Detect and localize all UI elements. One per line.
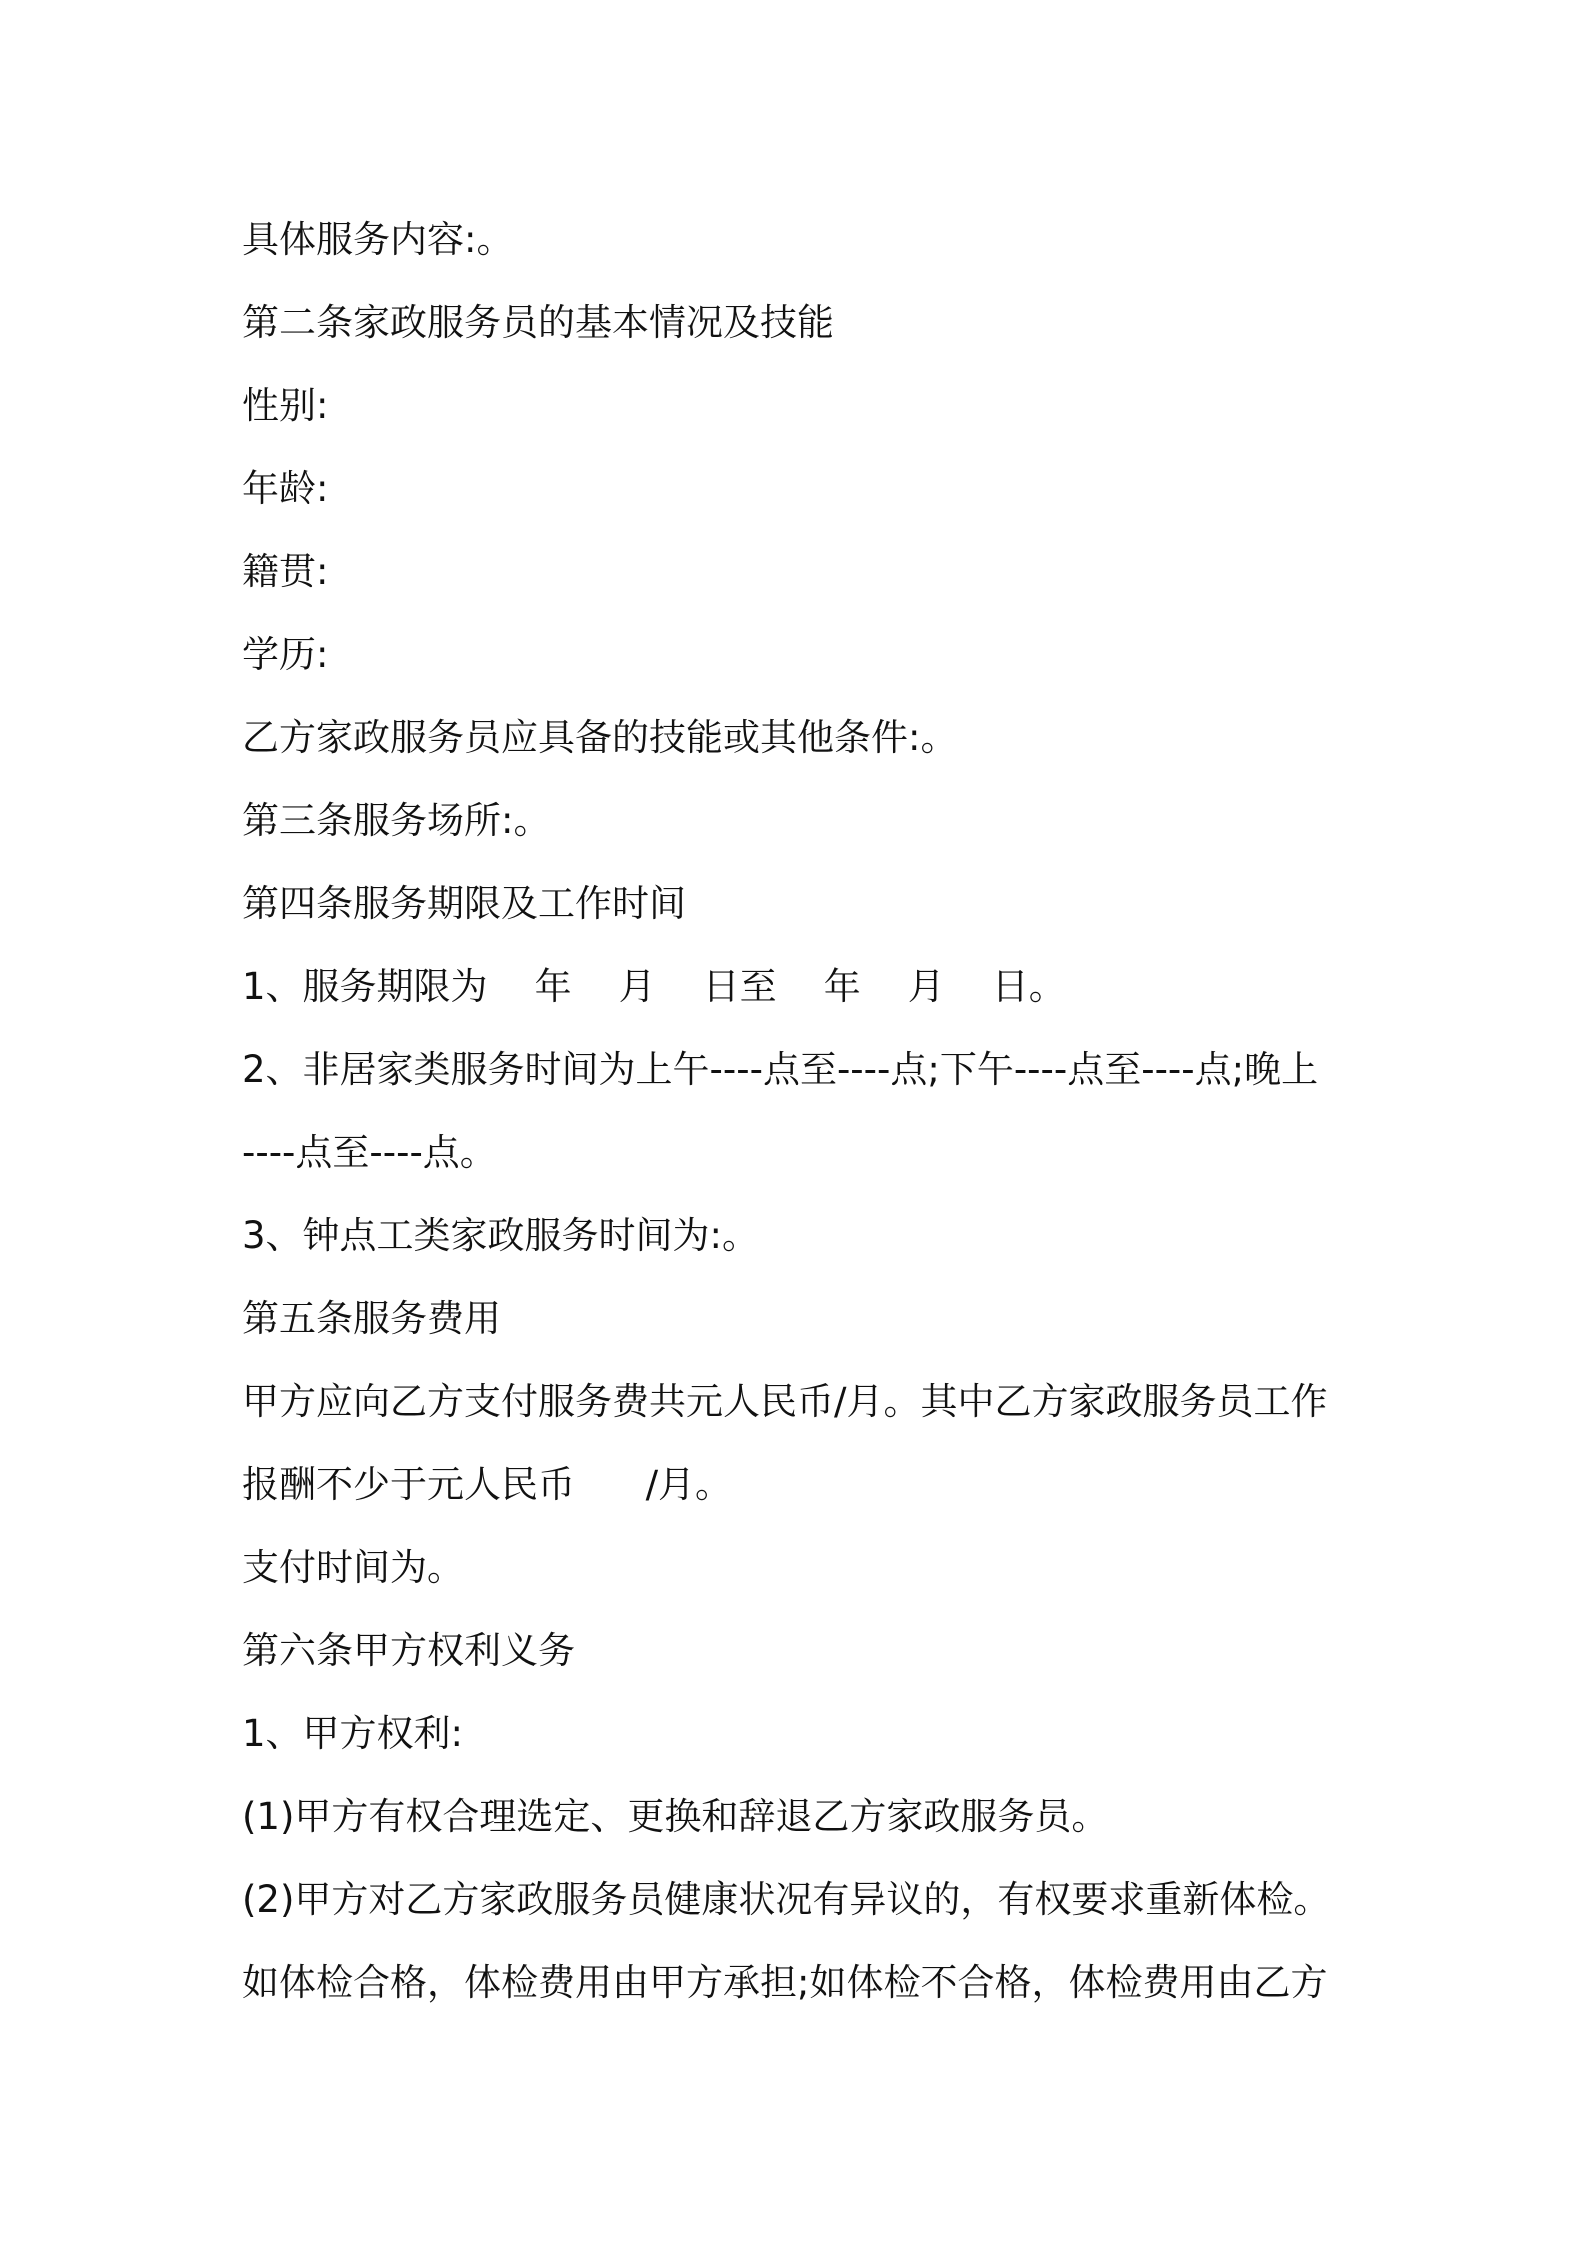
hourly-service-line: 3、钟点工类家政服务时间为:。	[242, 1214, 760, 1257]
article-5-heading: 第五条服务费用	[242, 1297, 501, 1340]
party-a-rights-heading: 1、甲方权利:	[242, 1712, 464, 1755]
fee-line-cont: 报酬不少于元人民币 /月。	[242, 1463, 733, 1506]
right-1-line: (1)甲方有权合理选定、更换和辞退乙方家政服务员。	[242, 1795, 1109, 1838]
non-resident-hours-line: 2、非居家类服务时间为上午----点至----点;下午----点至----点;晚上	[242, 1048, 1319, 1091]
age-field: 年龄:	[242, 467, 329, 510]
payment-time-line: 支付时间为。	[242, 1546, 464, 1589]
right-2-line: (2)甲方对乙方家政服务员健康状况有异议的，有权要求重新体检。	[242, 1878, 1331, 1921]
article-4-heading: 第四条服务期限及工作时间	[242, 882, 686, 925]
document-body	[242, 198, 1362, 2024]
skills-line: 乙方家政服务员应具备的技能或其他条件:。	[242, 716, 958, 759]
non-resident-hours-line-cont: ----点至----点。	[242, 1131, 497, 1174]
article-2-heading: 第二条家政服务员的基本情况及技能	[242, 301, 834, 344]
article-3-heading: 第三条服务场所:。	[242, 799, 551, 842]
education-field: 学历:	[242, 633, 329, 676]
right-2-line-cont: 如体检合格，体检费用由甲方承担;如体检不合格，体检费用由乙方	[242, 1961, 1328, 2004]
service-period-line: 1、服务期限为 年 月 日至 年 月 日。	[242, 965, 1066, 1008]
fee-line: 甲方应向乙方支付服务费共元人民币/月。其中乙方家政服务员工作	[242, 1380, 1328, 1423]
article-6-heading: 第六条甲方权利义务	[242, 1629, 575, 1672]
gender-field: 性别:	[242, 384, 329, 427]
native-place-field: 籍贯:	[242, 550, 329, 593]
service-content-line: 具体服务内容:。	[242, 218, 514, 261]
